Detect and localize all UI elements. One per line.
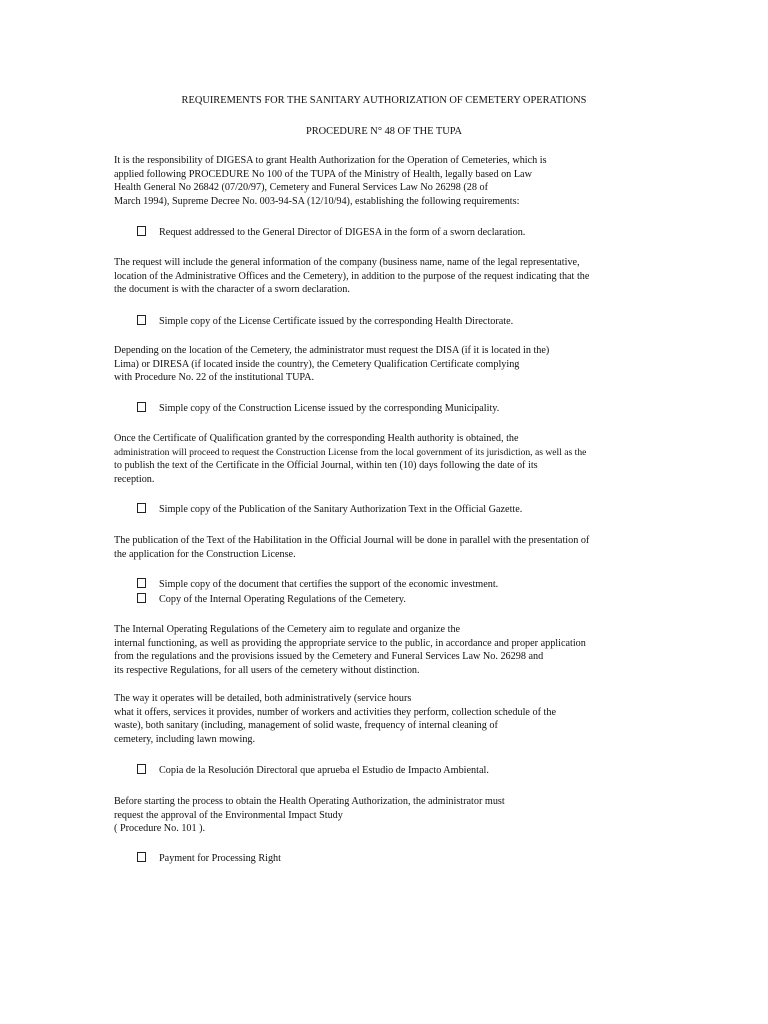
paragraph [114,344,634,385]
paragraph [114,432,634,486]
paragraph-line: Lima) or DIRESA (if located inside the country), the Cemetery Qualification Certificate complying [114,358,520,370]
requirement-text: Copy of the Internal Operating Regulations of the Cemetery. [159,594,406,605]
document-title: REQUIREMENTS FOR THE SANITARY AUTHORIZATION OF CEMETERY OPERATIONS [181,95,587,106]
checkbox-bullet-icon [137,226,146,236]
requirement-text: Request addressed to the General Director of DIGESA in the form of a sworn declaration. [159,227,526,238]
requirement-item [137,315,513,329]
paragraph-line: cemetery, including lawn mowing. [114,733,256,745]
requirement-text: Simple copy of the License Certificate issued by the corresponding Health Directorate. [159,316,514,327]
requirement-item [137,764,489,778]
paragraph-line: request the approval of the Environmental Impact Study [114,809,343,821]
paragraph [114,692,634,746]
checkbox-bullet-icon [137,764,146,774]
paragraph-line: with Procedure No. 22 of the institutional TUPA. [114,372,315,384]
paragraph-line: The request will include the general information of the company (business name, name of the legal representative, [114,257,580,268]
paragraph-line: the application for the Construction License. [114,548,296,560]
checkbox-bullet-icon [137,402,146,412]
intro-line: Health General No 26842 (07/20/97), Cemetery and Funeral Services Law No 26298 (28 of [114,182,489,194]
requirement-item [137,503,522,517]
paragraph-line: administration will proceed to request the Construction License from the local government of its jurisdiction, as well as the [114,446,587,458]
intro-line: applied following PROCEDURE No 100 of the TUPA of the Ministry of Health, legally based on Law [114,168,532,180]
requirement-item [137,578,498,592]
checkbox-bullet-icon [137,593,146,603]
paragraph-line: the document is with the character of a sworn declaration. [114,284,350,296]
paragraph [114,623,634,677]
paragraph-line: its respective Regulations, for all users of the cemetery without distinction. [114,664,420,676]
paragraph-line: from the regulations and the provisions issued by the Cemetery and Funeral Services Law No. 26298 and [114,651,544,663]
paragraph-line: internal functioning, as well as providing the appropriate service to the public, in accordance and proper application [114,637,586,649]
requirement-item [137,852,281,866]
paragraph-line: to publish the text of the Certificate in the Official Journal, within ten (10) days following the date of its [114,460,538,472]
paragraph-line: location of the Administrative Offices and the Cemetery), in addition to the purpose of the request indicating that the [114,270,590,282]
checkbox-bullet-icon [137,578,146,588]
paragraph-line: ( Procedure No. 101 ). [114,823,206,835]
paragraph-line: The way it operates will be detailed, both administratively (service hours [114,693,412,704]
requirement-item [137,593,406,607]
paragraph-line: The publication of the Text of the Habilitation in the Official Journal will be done in parallel with the presentation of [114,535,590,546]
paragraph-line: what it offers, services it provides, number of workers and activities they perform, collection schedule of the [114,706,556,718]
paragraph-line: The Internal Operating Regulations of the Cemetery aim to regulate and organize the [114,624,461,635]
paragraph-line: Before starting the process to obtain the Health Operating Authorization, the administrator must [114,796,505,807]
checkbox-bullet-icon [137,852,146,862]
paragraph-line: waste), both sanitary (including, management of solid waste, frequency of internal cleaning of [114,720,498,732]
intro-line: March 1994), Supreme Decree No. 003-94-SA (12/10/94), establishing the following requirements: [114,195,520,207]
requirement-text: Copia de la Resolución Directoral que aprueba el Estudio de Impacto Ambiental. [159,765,489,776]
requirement-text: Simple copy of the document that certifies the support of the economic investment. [159,579,499,590]
paragraph-line: Depending on the location of the Cemetery, the administrator must request the DISA (if it is located in the) [114,345,550,356]
paragraph [114,256,634,297]
requirement-text: Payment for Processing Right [159,853,281,864]
checkbox-bullet-icon [137,315,146,325]
requirement-item [137,226,525,240]
checkbox-bullet-icon [137,503,146,513]
requirement-item [137,402,499,416]
paragraph [114,534,634,561]
paragraph [114,795,634,836]
requirement-text: Simple copy of the Construction License issued by the corresponding Municipality. [159,403,500,414]
paragraph-line: Once the Certificate of Qualification granted by the corresponding Health authority is obtained, the [114,433,519,444]
intro-line: It is the responsibility of DIGESA to grant Health Authorization for the Operation of Cemeteries, which is [114,155,547,166]
intro-paragraph [114,154,634,208]
document-subtitle: PROCEDURE N° 48 OF THE TUPA [305,126,463,137]
requirement-text: Simple copy of the Publication of the Sanitary Authorization Text in the Official Gazette. [159,504,523,515]
paragraph-line: reception. [114,473,155,485]
